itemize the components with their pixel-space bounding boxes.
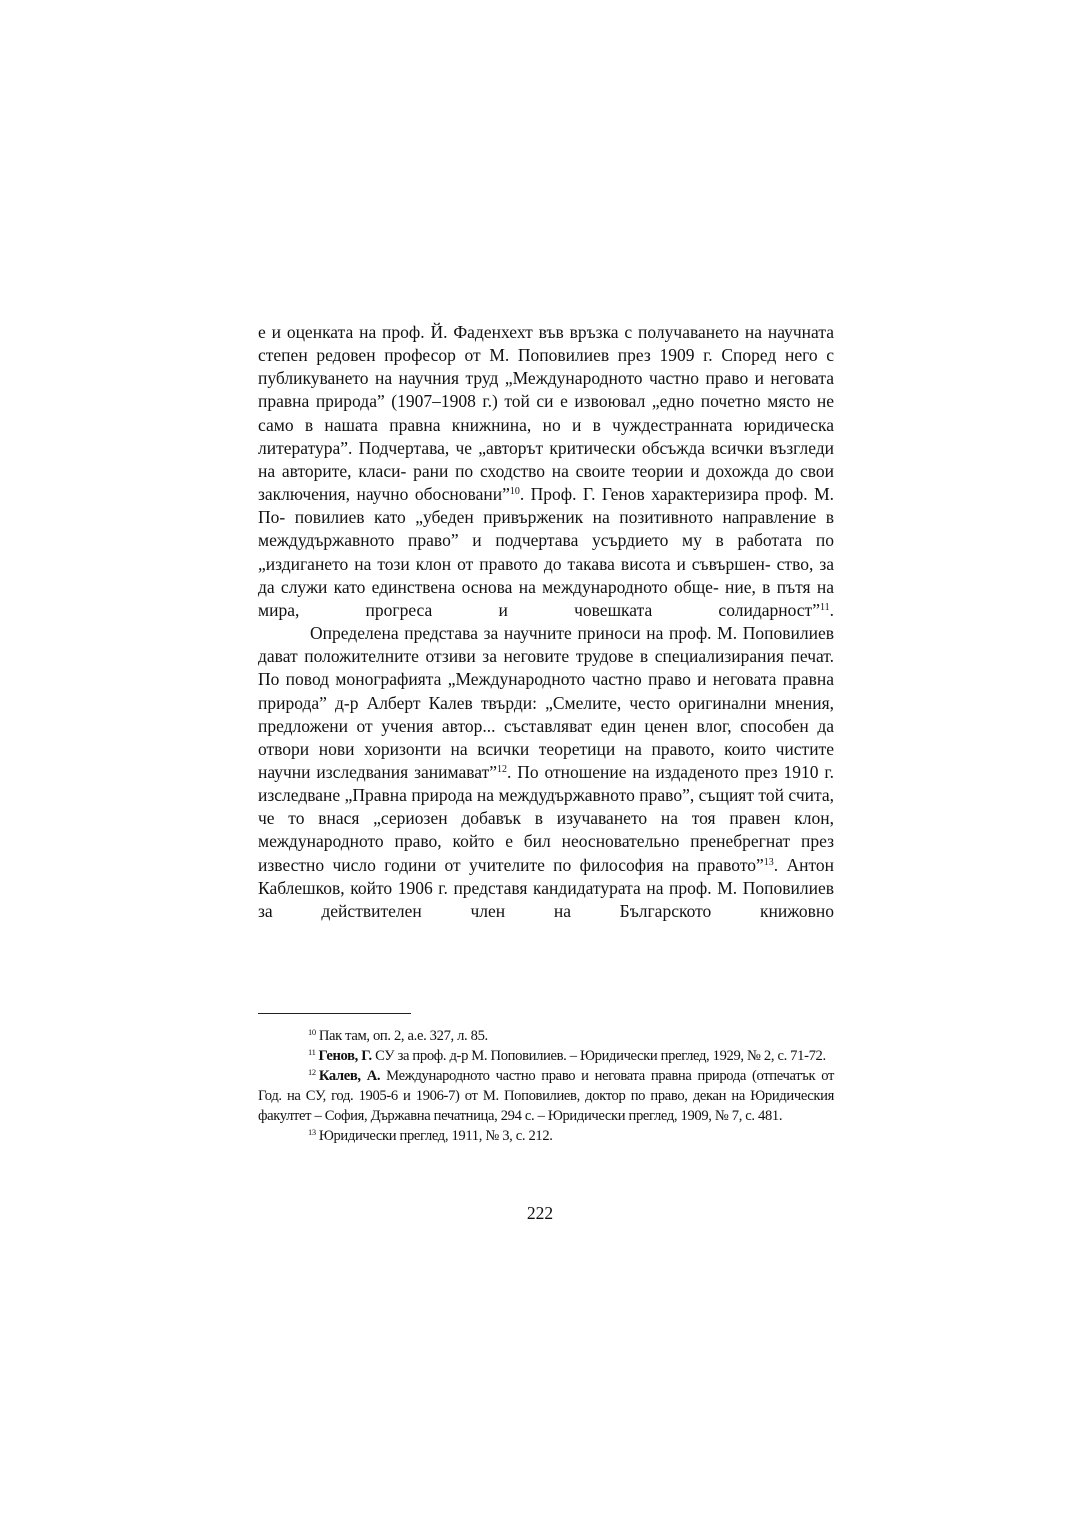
text-line: „Правна природа на междудържавното право”, същият той счита, (344, 785, 834, 806)
footnotes (258, 1027, 834, 1146)
footnote-ref-11: 11 (819, 601, 830, 613)
footnote-text: СУ за проф. д-р М. Поповилиев. – Юридически преглед, 1929, № 2, с. 71-72. (371, 1047, 826, 1064)
footnote-author: Генов, Г. (318, 1047, 372, 1064)
text-line: всички теоретици на правото, които чистите научни изследвания (258, 738, 834, 782)
footnote-ref-10: 10 (509, 486, 520, 498)
text-line: . (773, 854, 779, 875)
text-line: М. Поповилиев за действителен член на Българското книжовно (258, 877, 834, 921)
text-line: научно обосновани” (356, 484, 510, 505)
footnote-text: Пак там, оп. 2, а.е. 327, л. 85. (318, 1028, 488, 1044)
text-line: известно число години от учителите по философия на правото” (258, 854, 764, 875)
footnote-number: 11 (308, 1046, 316, 1057)
text-line: частно право и неговата правна природа” (1907–1908 г.) той си е (258, 368, 835, 412)
text-line: но и в чуждестранната юридическа литература”. Подчертава, че (258, 414, 834, 458)
text-line: е и оценката на проф. Й. Фаденхехт във връзка с получаването на (258, 322, 763, 342)
main-text (258, 321, 834, 923)
text-line: по „издигането на този клон от правото до такава висота и съвършен- (258, 530, 835, 574)
text-line: Според него с публикуването на научния труд „Международното (258, 345, 835, 389)
text-line: ство, за да служи като единствена основа на международното обще- (258, 553, 834, 597)
text-line: международното право, който е бил неосновательно пренебрегнат през (258, 831, 834, 852)
text-line: „Смелите, често оригинални мнения, предложени от учения автор... (258, 692, 834, 736)
footnote-12 (258, 1067, 834, 1127)
text-line: научната степен редовен професор от М. Поповилиев през 1909 г. (258, 322, 834, 366)
text-line: занимават” (414, 761, 497, 782)
footnote-number: 10 (308, 1027, 316, 1037)
footnote-number: 13 (308, 1126, 316, 1137)
footnote-11 (258, 1047, 834, 1067)
text-line: повилиев като „убеден привърженик на позитивното направление в (294, 507, 834, 528)
text-line: . Проф. Г. Генов характеризира проф. М. По- (258, 484, 835, 528)
footnote-text: Юридически преглед, 1911, № 3, с. 212. (318, 1127, 553, 1144)
text-line: съставляват един ценен влог, способен да отвори нови хоризонти на (258, 715, 834, 759)
text-line: Определена представа за научните приноси на проф. М. (310, 623, 738, 644)
footnote-text: Международното частно право и неговата правна природа (отпечатък от Год. на СУ, год. 1905-6 и 1906-7) от М. Поповилиев, доктор по право, декан на Юридическия факултет – София, Държавна печатница, 294 с. – Юридически преглед, 1909, № 7, с. 481. (258, 1067, 835, 1124)
text-line: междудържавното право” и подчертава усърдието му в работата (258, 530, 803, 551)
text-line: „авторът критически обсъжда всички възгледи на авторите, класи- (258, 437, 835, 481)
text-line: ние, в пътя на мира, прогреса и човешката солидарност” (258, 576, 834, 620)
text-line: . По отношение на издаденото през 1910 г. изследване (258, 761, 834, 806)
footnote-author: Калев, А. (318, 1067, 381, 1084)
text-line: рани по сходство на своите теории и дохожда до свои заключения, (258, 460, 835, 505)
text-line: Антон Каблешков, който 1906 г. представя кандидатурата на проф. (258, 854, 835, 898)
text-line: частно право и неговата правна природа” д-р Алберт Калев твърди: (258, 669, 834, 713)
footnote-13 (258, 1127, 834, 1147)
footnote-10 (258, 1027, 834, 1047)
text-line: че то внася „сериозен добавък в изучаването на тоя правен клон, (258, 808, 834, 829)
footnote-separator (258, 1013, 411, 1014)
footnote-number: 12 (308, 1066, 316, 1077)
footnote-ref-13: 13 (763, 856, 774, 868)
page-number: 222 (526, 1203, 554, 1223)
paragraph-2 (258, 622, 834, 923)
text-line: Поповилиев дават положителните отзиви за неговите трудове в (258, 623, 835, 667)
text-line: . (829, 599, 834, 620)
text-line: специализирания печат. По повод монографията „Международното (258, 646, 835, 690)
paragraph-1 (258, 321, 834, 622)
footnote-ref-12: 12 (497, 763, 507, 775)
text-line: извоювал „едно почетно място не само в нашата правна книжнина, (258, 391, 835, 435)
